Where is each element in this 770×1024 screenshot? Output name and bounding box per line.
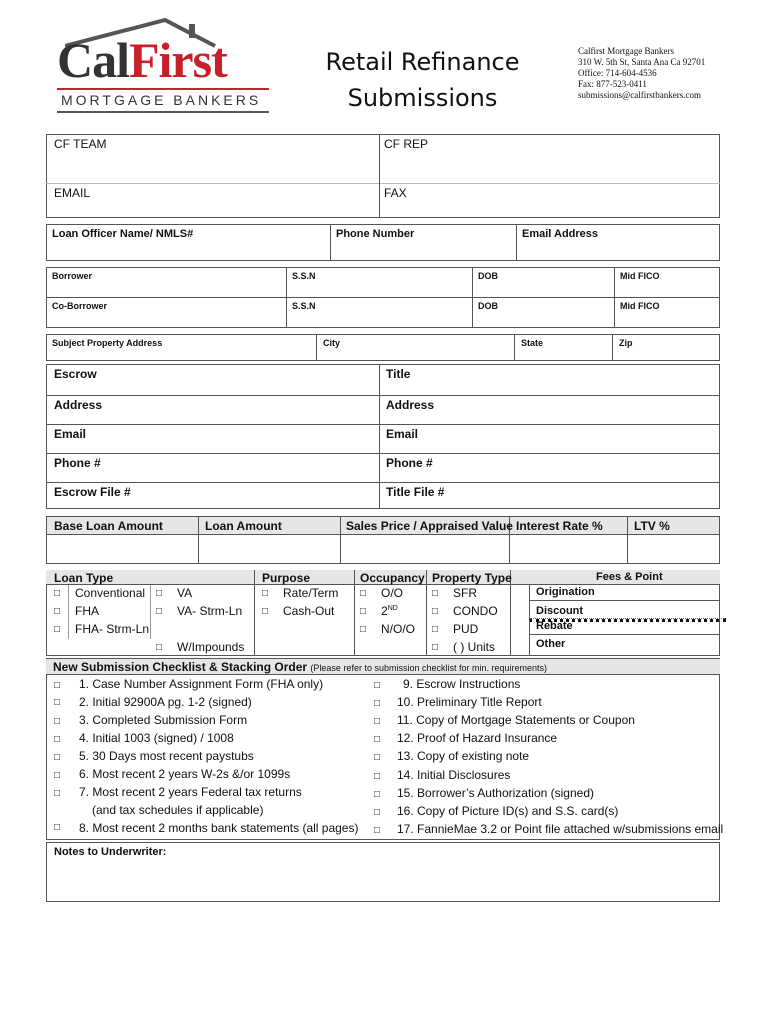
escrow-h3 bbox=[46, 453, 720, 454]
fees-h1 bbox=[529, 600, 720, 601]
cash-out-checkbox[interactable]: □ bbox=[262, 606, 269, 617]
escrow-v bbox=[379, 364, 380, 509]
property-v2 bbox=[514, 334, 515, 361]
checklist-right-checkbox-9[interactable]: □ bbox=[374, 680, 381, 691]
title-email-field[interactable]: Email bbox=[386, 427, 419, 441]
conventional-label: Conventional bbox=[75, 586, 146, 600]
contact-email[interactable]: submissions@calfirstbankers.com bbox=[578, 90, 702, 100]
lt-v3 bbox=[426, 570, 427, 656]
fees-h3 bbox=[529, 634, 720, 635]
rebate-field[interactable]: Rebate bbox=[536, 620, 573, 632]
origination-field[interactable]: Origination bbox=[536, 586, 595, 598]
cf-rep-field[interactable]: CF REP bbox=[384, 137, 429, 151]
checklist-right-item-11: 11. Copy of Mortgage Statements or Coupon bbox=[397, 713, 635, 728]
occupancy-header: Occupancy bbox=[360, 571, 425, 585]
checklist-right-checkbox-16[interactable]: □ bbox=[374, 806, 381, 818]
logo-rule bbox=[57, 88, 269, 90]
checklist-right-checkbox-14[interactable]: □ bbox=[374, 770, 381, 782]
contact-address: 310 W. 5th St, Santa Ana Ca 92701 bbox=[578, 57, 706, 67]
checklist-right-item-15: 15. Borrower’s Authorization (signed) bbox=[397, 785, 594, 800]
oo-checkbox[interactable]: □ bbox=[360, 588, 367, 599]
checklist-right-checkbox-12[interactable]: □ bbox=[374, 734, 381, 746]
sfr-checkbox[interactable]: □ bbox=[432, 588, 439, 599]
lo-divider2 bbox=[516, 224, 517, 261]
checklist-left-checkbox-7[interactable]: □ bbox=[54, 788, 61, 799]
checklist-right-checkbox-17[interactable]: □ bbox=[374, 824, 381, 836]
logo-rule-bottom bbox=[57, 111, 269, 113]
title-line1: Retail Refinance bbox=[325, 48, 520, 76]
team-vdivider bbox=[379, 134, 380, 218]
checklist-right-checkbox-13[interactable]: □ bbox=[374, 752, 381, 764]
contact-office: Office: 714-604-4536 bbox=[578, 68, 657, 78]
second-text: 2 bbox=[381, 604, 388, 618]
cash-out-label: Cash-Out bbox=[283, 604, 335, 618]
borrower-v1 bbox=[286, 267, 287, 328]
conventional-checkbox[interactable]: □ bbox=[54, 588, 61, 599]
checklist-right-item-10: 10. Preliminary Title Report bbox=[397, 695, 542, 710]
escrow-h2 bbox=[46, 424, 720, 425]
coborrower-ssn-field[interactable]: S.S.N bbox=[292, 301, 316, 311]
checklist-left-item-3: 3. Completed Submission Form bbox=[79, 713, 248, 727]
fha-label: FHA bbox=[75, 604, 99, 618]
rate-term-label: Rate/Term bbox=[283, 586, 339, 600]
noo-checkbox[interactable]: □ bbox=[360, 624, 367, 635]
contact-fax: Fax: 877-523-0411 bbox=[578, 79, 647, 89]
logo-brand bbox=[57, 34, 227, 86]
sfr-label: SFR bbox=[453, 586, 477, 600]
team-box bbox=[46, 134, 720, 218]
coborrower-dob-field[interactable]: DOB bbox=[478, 301, 498, 311]
logo-tagline: MORTGAGE BANKERS bbox=[61, 92, 262, 108]
checklist-left-checkbox-9[interactable]: □ bbox=[54, 822, 61, 833]
oo-label: O/O bbox=[381, 586, 404, 600]
cf-team-field[interactable]: CF TEAM bbox=[54, 137, 107, 151]
second-home-label bbox=[381, 604, 398, 618]
title-file-field[interactable]: Title File # bbox=[386, 485, 445, 499]
fha-strm-label: FHA- Strm-Ln bbox=[75, 622, 150, 636]
units-label: ( ) Units bbox=[453, 640, 495, 654]
checklist-left-checkbox-6[interactable]: □ bbox=[54, 770, 61, 781]
coborrower-fico-field[interactable]: Mid FICO bbox=[620, 301, 660, 311]
checklist-right-item-16: 16. Copy of Picture ID(s) and S.S. card(s) bbox=[397, 803, 619, 818]
checklist-left-item-7: 7. Most recent 2 years Federal tax returns bbox=[79, 785, 302, 799]
rate-term-checkbox[interactable]: □ bbox=[262, 588, 269, 599]
amounts-v4 bbox=[627, 516, 628, 564]
discount-field[interactable]: Discount bbox=[536, 605, 584, 617]
checklist-right-item-13: 13. Copy of existing note bbox=[397, 749, 530, 764]
team-fax-field[interactable]: FAX bbox=[384, 186, 407, 200]
checklist-right-checkbox-10[interactable]: □ bbox=[374, 698, 381, 710]
units-checkbox[interactable]: □ bbox=[432, 642, 439, 653]
lt-v5 bbox=[68, 585, 69, 639]
property-zip-field[interactable]: Zip bbox=[619, 338, 633, 348]
title-line2: Submissions bbox=[347, 84, 498, 112]
checklist-left-checkbox-5[interactable]: □ bbox=[54, 752, 61, 763]
escrow-field[interactable]: Escrow bbox=[54, 367, 97, 381]
property-v1 bbox=[316, 334, 317, 361]
condo-label: CONDO bbox=[453, 604, 498, 618]
escrow-box bbox=[46, 364, 720, 509]
borrower-field[interactable]: Borrower bbox=[52, 271, 93, 281]
coborrower-field[interactable]: Co-Borrower bbox=[52, 301, 108, 311]
checklist-left-checkbox-2[interactable]: □ bbox=[54, 697, 61, 708]
checklist-left-item-9: 8. Most recent 2 months bank statements (all pages) bbox=[79, 821, 359, 835]
contact-block bbox=[578, 46, 705, 101]
impounds-checkbox[interactable]: □ bbox=[156, 642, 163, 653]
checklist-right-checkbox-11[interactable]: □ bbox=[374, 716, 381, 728]
fees-v bbox=[529, 585, 530, 656]
checklist-right-item-14: 14. Initial Disclosures bbox=[397, 767, 511, 782]
title-address-field[interactable]: Address bbox=[386, 398, 435, 412]
property-type-header: Property Type bbox=[432, 571, 512, 585]
sales-price-field[interactable]: Sales Price / Appraised Value bbox=[346, 519, 513, 533]
notes-label: Notes to Underwriter: bbox=[54, 846, 167, 858]
logo-first: First bbox=[129, 32, 227, 88]
interest-rate-field[interactable]: Interest Rate % bbox=[516, 519, 603, 533]
checklist-right-item-12: 12. Proof of Hazard Insurance bbox=[397, 731, 558, 746]
borrower-ssn-field[interactable]: S.S.N bbox=[292, 271, 316, 281]
checklist-left-item-5: 5. 30 Days most recent paystubs bbox=[79, 749, 254, 763]
title-field[interactable]: Title bbox=[386, 367, 411, 381]
property-state-field[interactable]: State bbox=[521, 338, 544, 348]
escrow-email-field[interactable]: Email bbox=[54, 427, 87, 441]
lo-phone-field[interactable]: Phone Number bbox=[336, 228, 415, 240]
fees-header: Fees & Point bbox=[596, 571, 663, 583]
team-email-field[interactable]: EMAIL bbox=[54, 186, 91, 200]
checklist-note: (Please refer to submission checklist for min. requirements) bbox=[310, 663, 548, 673]
va-label: VA bbox=[177, 586, 193, 600]
va-strm-label: VA- Strm-Ln bbox=[177, 604, 243, 618]
checklist-right-item-9: 9. Escrow Instructions bbox=[403, 677, 521, 691]
pud-checkbox[interactable]: □ bbox=[432, 624, 439, 635]
impounds-label: W/Impounds bbox=[177, 640, 245, 654]
base-loan-amount-field[interactable]: Base Loan Amount bbox=[54, 519, 163, 533]
borrower-divider bbox=[46, 297, 720, 298]
company-logo bbox=[55, 18, 275, 118]
title-phone-field[interactable]: Phone # bbox=[386, 456, 433, 470]
escrow-phone-field[interactable]: Phone # bbox=[54, 456, 101, 470]
contact-name: Calfirst Mortgage Bankers bbox=[578, 46, 674, 56]
escrow-file-field[interactable]: Escrow File # bbox=[54, 485, 131, 499]
lo-divider1 bbox=[330, 224, 331, 261]
logo-cal: Cal bbox=[57, 32, 129, 88]
property-city-field[interactable]: City bbox=[323, 338, 341, 348]
amounts-v1 bbox=[198, 516, 199, 564]
loan-type-header: Loan Type bbox=[54, 571, 114, 585]
escrow-h1 bbox=[46, 395, 720, 396]
escrow-address-field[interactable]: Address bbox=[54, 398, 103, 412]
second-home-checkbox[interactable]: □ bbox=[360, 606, 367, 617]
amounts-v2 bbox=[340, 516, 341, 564]
purpose-header: Purpose bbox=[262, 571, 311, 585]
other-fee-field[interactable]: Other bbox=[536, 638, 566, 650]
lt-v1 bbox=[254, 570, 255, 656]
checklist-left-item-4: 4. Initial 1003 (signed) / 1008 bbox=[79, 731, 234, 745]
fha-strm-checkbox[interactable]: □ bbox=[54, 624, 61, 635]
condo-checkbox[interactable]: □ bbox=[432, 606, 439, 617]
second-sup: ND bbox=[387, 605, 398, 612]
checklist-left-checkbox-1[interactable]: □ bbox=[54, 680, 61, 691]
pud-label: PUD bbox=[453, 622, 479, 636]
va-strm-checkbox[interactable]: □ bbox=[156, 606, 163, 617]
page-title bbox=[300, 44, 545, 116]
borrower-v2 bbox=[472, 267, 473, 328]
loan-amount-field[interactable]: Loan Amount bbox=[205, 519, 282, 533]
escrow-h4 bbox=[46, 482, 720, 483]
noo-label: N/O/O bbox=[381, 622, 416, 636]
ltv-field[interactable]: LTV % bbox=[634, 519, 670, 533]
team-divider bbox=[46, 183, 720, 184]
property-v3 bbox=[612, 334, 613, 361]
checklist-left-checkbox-3[interactable]: □ bbox=[54, 716, 61, 727]
va-checkbox[interactable]: □ bbox=[156, 588, 163, 599]
checklist-left-item-6: 6. Most recent 2 years W-2s &/or 1099s bbox=[79, 767, 291, 781]
borrower-fico-field[interactable]: Mid FICO bbox=[620, 271, 660, 281]
borrower-v3 bbox=[614, 267, 615, 328]
property-address-field[interactable]: Subject Property Address bbox=[52, 338, 163, 348]
checklist-left-checkbox-4[interactable]: □ bbox=[54, 734, 61, 745]
checklist-header bbox=[53, 660, 547, 674]
borrower-dob-field[interactable]: DOB bbox=[478, 271, 498, 281]
fha-checkbox[interactable]: □ bbox=[54, 606, 61, 617]
checklist-right-checkbox-15[interactable]: □ bbox=[374, 788, 381, 800]
checklist-right-item-17: 17. FannieMae 3.2 or Point file attached w/submissions email bbox=[397, 821, 724, 836]
checklist-title: New Submission Checklist & Stacking Order bbox=[53, 660, 308, 674]
lt-v6 bbox=[150, 585, 151, 639]
checklist-left-item-1: 1. Case Number Assignment Form (FHA only) bbox=[79, 677, 324, 691]
checklist-left-item-2: 2. Initial 92900A pg. 1-2 (signed) bbox=[79, 695, 252, 709]
amounts-h bbox=[46, 534, 720, 535]
lt-v2 bbox=[354, 570, 355, 656]
lo-email-field[interactable]: Email Address bbox=[522, 228, 599, 240]
loan-officer-field[interactable]: Loan Officer Name/ NMLS# bbox=[52, 228, 194, 240]
checklist-left-item-8: (and tax schedules if applicable) bbox=[92, 803, 264, 817]
